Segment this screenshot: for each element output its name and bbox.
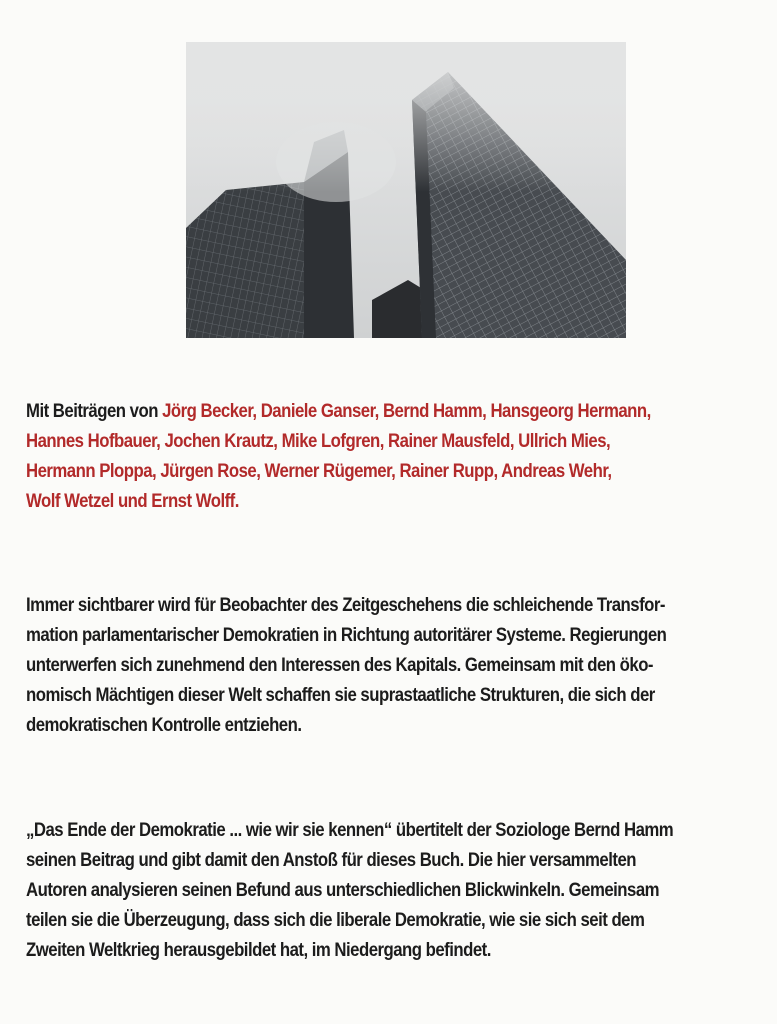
contributors-line-2 [26,426,761,456]
paragraph-line [26,710,761,740]
paragraph-line [26,905,761,935]
paragraph-text: Immer sichtbarer wird für Beobachter des Zeitgeschehens die schleichende Transfor- [26,594,665,616]
paragraph-line [26,935,761,965]
cover-photo-skyscrapers [186,42,626,338]
contributors-line-3 [26,456,761,486]
contributor-names: Jörg Becker, Daniele Ganser, Bernd Hamm, Hansgeorg Hermann, [162,400,651,422]
contributors-line-1 [26,396,761,426]
paragraph-line [26,590,761,620]
description-paragraph-2 [26,815,761,965]
description-paragraph-1 [26,590,761,740]
paragraph-text: mation parlamentarischer Demokratien in Richtung autoritärer Systeme. Regierungen [26,624,667,646]
paragraph-line [26,875,761,905]
contributors-line-4 [26,486,761,516]
paragraph-text: unterwerfen sich zunehmend den Interessen des Kapitals. Gemeinsam mit den öko- [26,654,653,676]
contributors-list [26,396,761,516]
paragraph-line [26,650,761,680]
paragraph-text: demokratischen Kontrolle entziehen. [26,714,302,736]
paragraph-text: seinen Beitrag und gibt damit den Anstoß für dieses Buch. Die hier versammelten [26,849,636,871]
paragraph-line [26,815,761,845]
contributors-intro: Mit Beiträgen von [26,400,163,422]
paragraph-line [26,845,761,875]
contributor-names: Wolf Wetzel und Ernst Wolff. [26,490,239,512]
contributor-names: Hermann Ploppa, Jürgen Rose, Werner Rügemer, Rainer Rupp, Andreas Wehr, [26,460,612,482]
paragraph-line [26,620,761,650]
contributor-names: Hannes Hofbauer, Jochen Krautz, Mike Lofgren, Rainer Mausfeld, Ullrich Mies, [26,430,611,452]
paragraph-text: Autoren analysieren seinen Befund aus unterschiedlichen Blickwinkeln. Gemeinsam [26,879,660,901]
paragraph-line [26,680,761,710]
paragraph-text: Zweiten Weltkrieg herausgebildet hat, im Niedergang befindet. [26,939,491,961]
paragraph-text: nomisch Mächtigen dieser Welt schaffen sie suprastaatliche Strukturen, die sich der [26,684,655,706]
paragraph-text: „Das Ende der Demokratie ... wie wir sie kennen“ übertitelt der Soziologe Bernd Hamm [26,819,674,841]
paragraph-text: teilen sie die Überzeugung, dass sich die liberale Demokratie, wie sie sich seit dem [26,909,645,931]
